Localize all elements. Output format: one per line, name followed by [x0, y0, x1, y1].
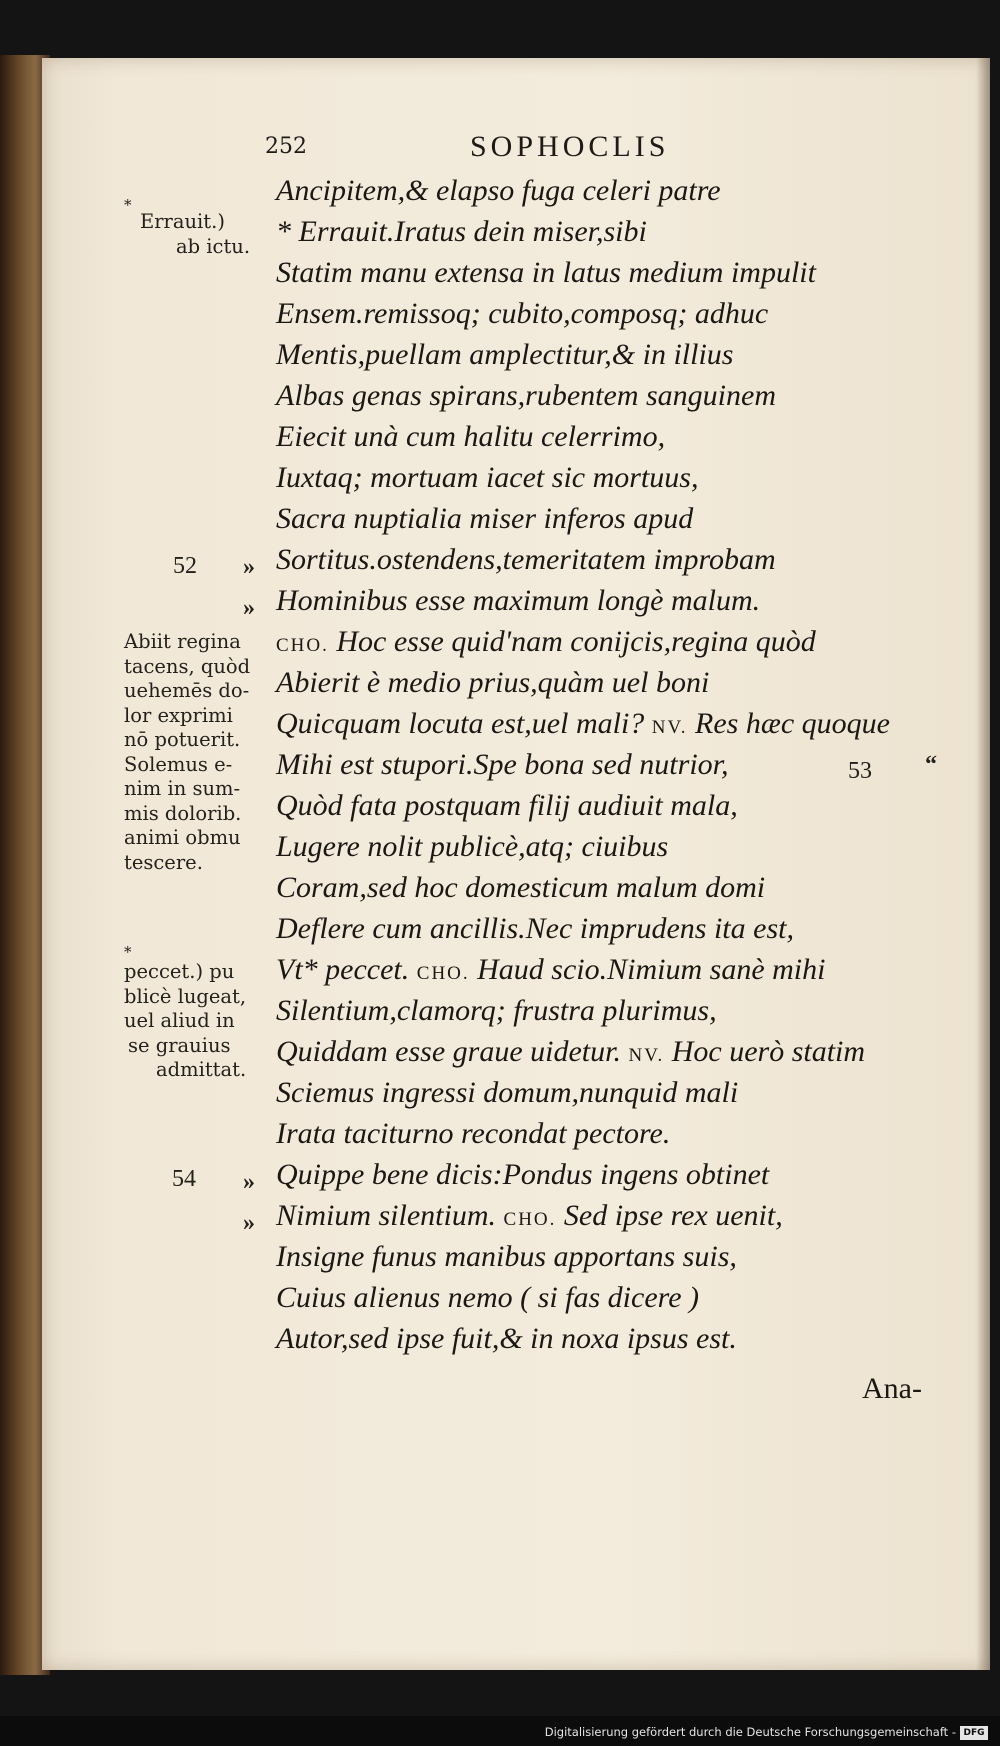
verse-line	[276, 1031, 865, 1072]
margin-note-line: uel aliud in	[124, 1009, 235, 1032]
margin-note-line: animi obmu	[124, 826, 241, 849]
verse-line: Autor,sed ipse fuit,& in noxa ipsus est.	[276, 1322, 737, 1355]
verse-line: Abierit è medio prius,quàm uel boni	[276, 666, 710, 699]
margin-note-line: peccet.) pu	[124, 960, 235, 983]
verse-line: Eiecit unà cum halitu celerrimo,	[276, 420, 666, 453]
asterisk-mark: *	[124, 196, 132, 214]
quote-open-mark: “	[925, 752, 937, 778]
verse-line: Lugere nolit publicè,atq; ciuibus	[276, 830, 669, 863]
verse-line: Ancipitem,& elapso fuga celeri patre	[276, 174, 721, 207]
verse-line: Coram,sed hoc domesticum malum domi	[276, 871, 766, 904]
verse-text-span: Quiddam esse graue uidetur.	[276, 1035, 621, 1068]
verse-line: Sacra nuptialia miser inferos apud	[276, 502, 694, 535]
gnomic-mark: »	[243, 1169, 255, 1195]
funding-credit: Digitalisierung gefördert durch die Deutsche Forschungsgemeinschaft -	[544, 1725, 956, 1739]
margin-note-line: uehemēs do-	[124, 679, 250, 702]
margin-note-peccet	[124, 960, 246, 1083]
margin-note-line: nō potuerit.	[124, 728, 241, 751]
speaker-label: CHO.	[503, 1209, 557, 1230]
verse-text-span: Res hæc quoque	[695, 707, 890, 740]
verse-line: Silentium,clamorq; frustra plurimus,	[276, 994, 717, 1027]
verse-text-span: Vt* peccet.	[276, 953, 410, 986]
verse-line: Quippe bene dicis:Pondus ingens obtinet	[276, 1158, 770, 1191]
verse-line: Ensem.remissoq; cubito,composq; adhuc	[276, 297, 769, 330]
margin-note-abiit	[124, 630, 250, 875]
verse-line: * Errauit.Iratus dein miser,sibi	[276, 215, 647, 248]
dfg-logo-icon: DFG	[960, 1726, 988, 1740]
verse-line: Insigne funus manibus apportans suis,	[276, 1240, 737, 1273]
verse-line: Cuius alienus nemo ( si fas dicere )	[276, 1281, 700, 1314]
verse-line: Sciemus ingressi domum,nunquid mali	[276, 1076, 739, 1109]
verse-text-span: Nimium silentium.	[276, 1199, 497, 1232]
margin-note-line: nim in sum-	[124, 777, 241, 800]
catchword: Ana-	[862, 1372, 922, 1405]
verse-line: Iuxtaq; mortuam iacet sic mortuus,	[276, 461, 699, 494]
verse-text-span: Haud scio.Nimium sanè mihi	[477, 953, 826, 986]
verse-line: Deflere cum ancillis.Nec imprudens ita est,	[276, 912, 794, 945]
line-number-52: 52	[173, 553, 197, 579]
margin-note-line: ab ictu.	[176, 234, 251, 258]
margin-note-line: se grauius	[128, 1033, 231, 1057]
speaker-label: CHO.	[276, 635, 329, 656]
margin-note-line: mis dolorib.	[124, 801, 242, 825]
margin-note-line: blicè lugeat,	[124, 984, 247, 1008]
verse-line: Albas genas spirans,rubentem sanguinem	[276, 379, 776, 412]
verse-text-span: Hoc uerò statim	[671, 1035, 866, 1068]
margin-note-errauit	[140, 210, 250, 259]
verse-line: Irata taciturno recondat pectore.	[276, 1117, 671, 1150]
speaker-label: CHO.	[416, 963, 470, 984]
margin-note-line: Abiit regina	[124, 630, 241, 653]
verse-line	[276, 1195, 783, 1236]
verse-line	[276, 703, 890, 744]
gnomic-mark: »	[243, 554, 255, 580]
running-head: SOPHOCLIS	[470, 130, 670, 163]
verse-text-span: Quicquam locuta est,uel mali?	[276, 707, 645, 740]
verse-text-span: Hoc esse quid'nam conijcis,regina quòd	[336, 625, 816, 658]
margin-note-line: lor exprimi	[124, 703, 233, 727]
margin-note-line: Errauit.)	[140, 210, 225, 233]
verse-line: Sortitus.ostendens,temeritatem improbam	[276, 543, 776, 576]
page-number: 252	[265, 134, 307, 159]
verse-line: Mentis,puellam amplectitur,& in illius	[276, 338, 734, 371]
verse-text-span: Sed ipse rex uenit,	[563, 1199, 783, 1232]
gnomic-mark: »	[243, 1210, 255, 1236]
verse-line: Hominibus esse maximum longè malum.	[276, 584, 761, 617]
asterisk-mark: *	[124, 943, 132, 961]
verse-line: Quòd fata postquam filij audiuit mala,	[276, 789, 738, 822]
margin-note-line: tescere.	[124, 850, 203, 874]
line-number-54: 54	[172, 1166, 196, 1192]
page-shadow	[976, 58, 990, 1670]
margin-note-line: Solemus e-	[124, 752, 233, 776]
verse-line	[276, 621, 816, 662]
margin-note-line: admittat.	[156, 1058, 247, 1081]
speaker-label: NV.	[628, 1045, 665, 1066]
verse-line: Mihi est stupori.Spe bona sed nutrior,	[276, 748, 729, 781]
margin-note-line: tacens, quòd	[124, 654, 251, 678]
verse-line: Statim manu extensa in latus medium impulit	[276, 256, 816, 289]
verse-line	[276, 949, 825, 990]
gnomic-mark: »	[243, 595, 255, 621]
speaker-label: NV.	[651, 717, 688, 738]
line-number-53: 53	[848, 758, 872, 784]
